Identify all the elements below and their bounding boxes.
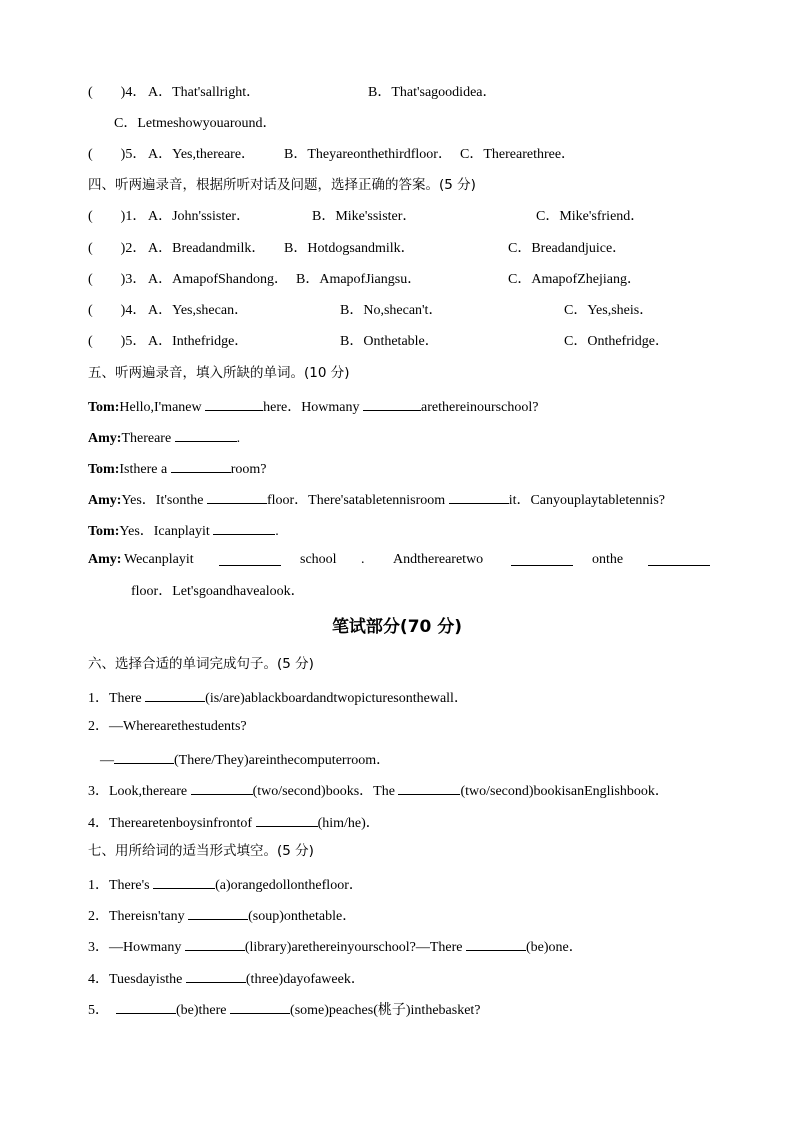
p4-q3-b: B．AmapofJiangsu． [296,272,422,287]
answer-blank[interactable] [230,999,290,1014]
p6-s3-c: (two/second)bookisanEnglishbook． [460,784,669,799]
p5-line1 [88,396,538,417]
p6-s2b-text: (There/They)areinthecomputerroom． [174,753,391,768]
answer-blank[interactable] [175,427,237,442]
part6-heading: 六、选择合适的单词完成句子。(5 分) [88,656,314,672]
p5-l5-text-b: . [275,524,279,539]
speaker-amy: Amy: [88,493,122,508]
p4-q5-c: C．Onthefridge． [564,334,669,349]
p5-line2 [88,427,240,448]
p3-q4-a: A．That'sallright． [148,85,261,100]
p4-q4-c: C．Yes,sheis． [564,303,654,318]
p5-l6-blank1[interactable] [219,551,281,572]
p6-s2b [100,749,390,770]
answer-blank[interactable] [213,520,275,535]
speaker-tom: Tom: [88,462,120,477]
p5-l6-text-b: school [300,552,337,567]
p5-l3-text-a: Isthere a [119,462,171,477]
p5-l1-text-c: arethereinourschool? [421,400,539,415]
p4-q2-a: A．Breadandmilk． [148,241,266,256]
answer-blank[interactable] [466,936,526,951]
p7-s1 [88,874,363,895]
p4-q1-paren: ( )1． [88,209,147,224]
p5-line5 [88,520,279,541]
part7-heading: 七、用所给词的适当形式填空。(5 分) [88,843,314,859]
p7-s3-b: (library)arethereinyourschool?—There [244,940,466,955]
part5-heading: 五、听两遍录音，填入所缺的单词。(10 分) [88,365,350,381]
p5-l6-blank3[interactable] [648,551,710,572]
p4-q2-c: C．Breadandjuice． [508,241,627,256]
part4-heading: 四、听两遍录音，根据所听对话及问题，选择正确的答案。(5 分) [88,177,476,193]
p5-l4-text-a: Yes．It'sonthe [121,493,207,508]
p5-l4-text-c: it．Canyouplaytabletennis? [508,493,665,508]
answer-blank[interactable] [363,396,421,411]
p5-l2-text-a: Thereare [121,431,175,446]
p6-s4 [88,812,380,833]
p7-s2-a: 2．Thereisn'tany [88,909,189,924]
p7-s1-a: 1．There's [88,878,154,893]
p5-l4-text-b: floor．There'satabletennisroom [266,493,449,508]
p7-s2-b: (soup)onthetable． [248,909,357,924]
p5-l5-text-a: Yes．Icanplayit [119,524,214,539]
p3-q4-c: C．Letmeshowyouaround． [114,116,277,131]
p4-q4-paren: ( )4． [88,303,147,318]
speaker-amy: Amy: [88,431,122,446]
p6-s2b-dash: — [100,753,114,768]
p7-s4 [88,968,365,989]
speaker-tom: Tom: [88,524,120,539]
p4-q1-c: C．Mike'sfriend． [536,209,645,224]
p4-q1-b: B．Mike'ssister． [312,209,417,224]
p7-s3-c: (be)one． [526,940,583,955]
p6-s1-a: 1．There [88,691,146,706]
p7-s4-a: 4．Tuesdayisthe [88,972,186,987]
p4-q5-a: A．Inthefridge． [148,334,249,349]
answer-blank[interactable] [185,936,245,951]
p5-l6-text-d: Andtherearetwo [393,552,484,567]
p6-s3-a: 3．Look,thereare [88,784,191,799]
speaker-tom: Tom: [88,400,120,415]
p5-l1-text-a: Hello,I'manew [119,400,206,415]
p5-line7: floor．Let'sgoandhavealook． [131,584,305,599]
p4-q4-a: A．Yes,shecan． [148,303,249,318]
p4-q5-paren: ( )5． [88,334,147,349]
p3-q4-b: B．That'sagoodidea． [368,85,497,100]
p6-s1 [88,687,468,708]
written-section-title: 笔试部分(70 分) [331,617,463,637]
p5-l6-text-e: onthe [592,552,624,567]
answer-blank[interactable] [207,489,267,504]
p5-l3-text-b: room? [230,462,267,477]
answer-blank[interactable] [153,874,215,889]
p5-l6-text-a: Wecanplayit [124,552,194,567]
answer-blank[interactable] [116,999,176,1014]
p5-l6-text-c: . [361,552,365,567]
p3-q5-b: B．Theyareonthethirdfloor． [284,147,452,162]
answer-blank[interactable] [205,396,263,411]
answer-blank[interactable] [256,812,318,827]
p3-q5-a: A．Yes,thereare． [148,147,256,162]
p7-s3 [88,936,583,957]
p5-l6-blank2[interactable] [511,551,573,572]
p4-q3-c: C．AmapofZhejiang． [508,272,641,287]
p7-s5-b: (be)there [176,1003,231,1018]
p7-s4-b: (three)dayofaweek． [245,972,365,987]
answer-blank[interactable] [398,780,460,795]
answer-blank[interactable] [171,458,231,473]
p4-q2-paren: ( )2． [88,241,147,256]
p6-s3-b: (two/second)books．The [252,784,399,799]
p5-line3 [88,458,266,479]
p7-s5-c: (some)peaches(桃子)inthebasket? [290,1003,481,1018]
answer-blank[interactable] [188,905,248,920]
speaker-amy: Amy: [88,552,122,567]
p3-q5-paren: ( )5． [88,147,147,162]
p4-q3-paren: ( )3． [88,272,147,287]
p7-s5 [88,999,481,1020]
answer-blank[interactable] [191,780,253,795]
answer-blank[interactable] [114,749,174,764]
answer-blank[interactable] [145,687,205,702]
p6-s2: 2．—Wherearethestudents? [88,719,247,734]
p5-line4 [88,489,665,510]
p7-s2 [88,905,356,926]
answer-blank[interactable] [449,489,509,504]
p5-l2-text-b: . [236,431,241,446]
p7-s1-b: (a)orangedollonthefloor． [215,878,363,893]
p4-q2-b: B．Hotdogsandmilk． [284,241,415,256]
p6-s1-b: (is/are)ablackboardandtwopicturesonthewall． [205,691,468,706]
p3-q5-c: C．Therearethree． [460,147,576,162]
p6-s4-a: 4．Therearetenboysinfrontof [88,816,256,831]
p3-q4-paren: ( )4． [88,85,147,100]
p4-q4-b: B．No,shecan't． [340,303,443,318]
answer-blank[interactable] [186,968,246,983]
p4-q1-a: A．John'ssister． [148,209,251,224]
p6-s4-b: (him/he)． [317,816,380,831]
p7-s5-a: 5． [88,1003,116,1018]
p5-l1-text-b: here．Howmany [263,400,364,415]
p7-s3-a: 3．—Howmany [88,940,185,955]
p6-s3 [88,780,669,801]
p4-q3-a: A．AmapofShandong． [148,272,288,287]
p4-q5-b: B．Onthetable． [340,334,439,349]
